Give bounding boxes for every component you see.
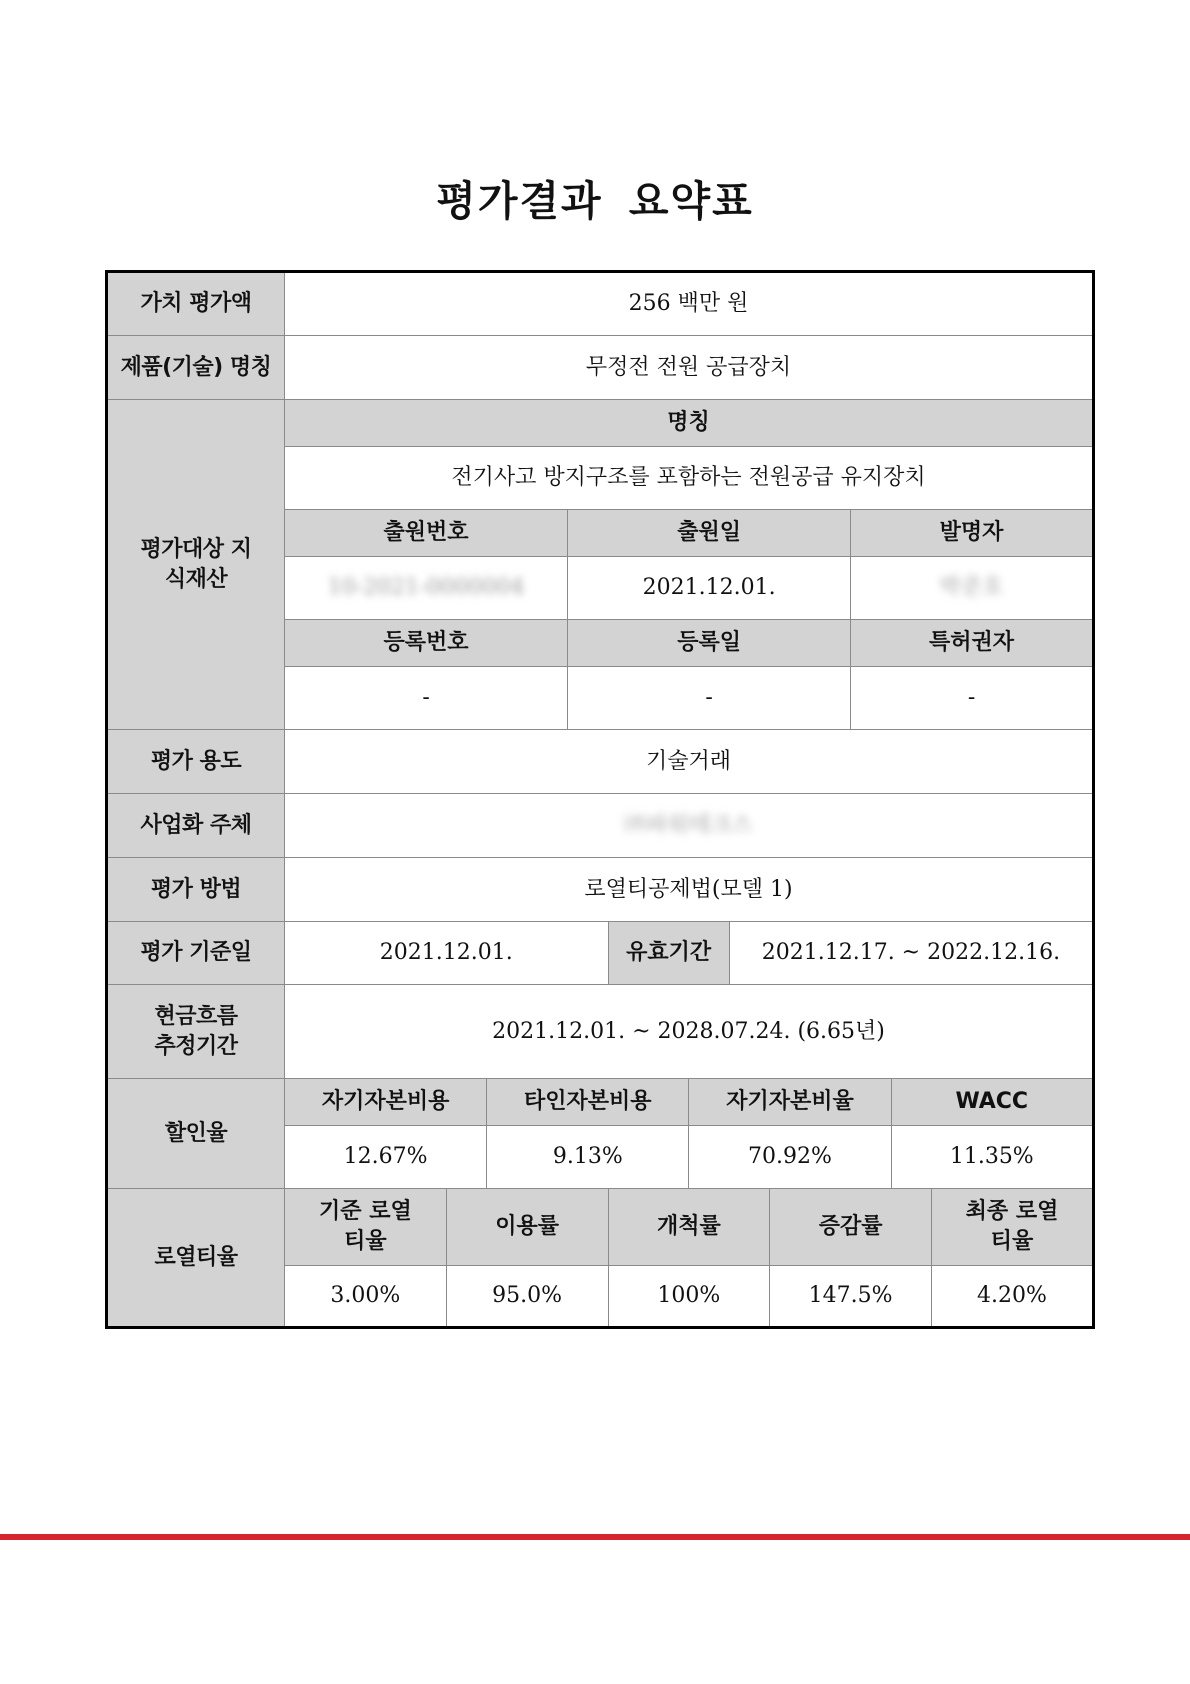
base-date-value: 2021.12.01.: [285, 922, 609, 985]
row-base-date: [107, 922, 1094, 985]
cost-of-equity: 12.67%: [285, 1126, 487, 1189]
label-purpose: 평가 용도: [107, 730, 285, 794]
label-cashflow: 현금흐름 추정기간: [107, 985, 285, 1079]
label-discount: 할인율: [107, 1079, 285, 1189]
row-cashflow: [107, 985, 1094, 1079]
header-application-date: 출원일: [568, 510, 851, 557]
purpose-value: 기술거래: [285, 730, 1094, 794]
patent-holder: -: [851, 667, 1094, 730]
wacc: 11.35%: [891, 1126, 1093, 1189]
registration-date: -: [568, 667, 851, 730]
pioneering-rate: 100%: [608, 1266, 770, 1328]
cost-of-debt: 9.13%: [487, 1126, 689, 1189]
row-purpose: [107, 730, 1094, 794]
registration-number: -: [285, 667, 568, 730]
label-product: 제품(기술) 명칭: [107, 336, 285, 400]
evaluation-summary-table: [105, 270, 1095, 1329]
row-product: [107, 336, 1094, 400]
header-registration-date: 등록일: [568, 620, 851, 667]
header-base-royalty: 기준 로열티율: [285, 1189, 447, 1266]
header-patent-holder: 특허권자: [851, 620, 1094, 667]
label-value: 가치 평가액: [107, 272, 285, 336]
application-date: 2021.12.01.: [568, 557, 851, 620]
header-pioneering-rate: 개척률: [608, 1189, 770, 1266]
ip-name: 전기사고 방지구조를 포함하는 전원공급 유지장치: [285, 447, 1094, 510]
cashflow-value: 2021.12.01. ~ 2028.07.24. (6.65년): [285, 985, 1094, 1079]
header-registration-number: 등록번호: [285, 620, 568, 667]
header-inventor: 발명자: [851, 510, 1094, 557]
header-equity-ratio: 자기자본비율: [689, 1079, 891, 1126]
label-base-date: 평가 기준일: [107, 922, 285, 985]
label-ip: 평가대상 지식재산: [107, 400, 285, 730]
base-royalty: 3.00%: [285, 1266, 447, 1328]
utilization-rate: 95.0%: [446, 1266, 608, 1328]
product-name: 무정전 전원 공급장치: [285, 336, 1094, 400]
header-wacc: WACC: [891, 1079, 1093, 1126]
row-royalty-headers: [107, 1189, 1094, 1266]
header-utilization-rate: 이용률: [446, 1189, 608, 1266]
ip-name-header: 명칭: [285, 400, 1094, 447]
entity-redacted: ㈜파워테크스: [624, 812, 753, 838]
header-cost-of-debt: 타인자본비용: [487, 1079, 689, 1126]
application-number-redacted: 10-2021-0000004: [327, 575, 525, 601]
change-rate: 147.5%: [770, 1266, 932, 1328]
equity-ratio: 70.92%: [689, 1126, 891, 1189]
header-final-royalty: 최종 로열티율: [932, 1189, 1094, 1266]
header-cost-of-equity: 자기자본비용: [285, 1079, 487, 1126]
label-method: 평가 방법: [107, 858, 285, 922]
header-application-number: 출원번호: [285, 510, 568, 557]
row-value: [107, 272, 1094, 336]
label-royalty: 로열티율: [107, 1189, 285, 1328]
row-ip-name-header: [107, 400, 1094, 447]
row-discount-headers: [107, 1079, 1094, 1126]
value-amount: 256 백만 원: [285, 272, 1094, 336]
inventor-redacted: 박준호: [939, 575, 1004, 601]
label-entity: 사업화 주체: [107, 794, 285, 858]
label-validity: 유효기간: [608, 922, 729, 985]
row-entity: [107, 794, 1094, 858]
method-value: 로열티공제법(모델 1): [285, 858, 1094, 922]
footer-divider: [0, 1534, 1190, 1540]
final-royalty: 4.20%: [932, 1266, 1094, 1328]
page-title: 평가결과 요약표: [436, 177, 754, 225]
header-change-rate: 증감률: [770, 1189, 932, 1266]
row-method: [107, 858, 1094, 922]
validity-value: 2021.12.17. ~ 2022.12.16.: [729, 922, 1093, 985]
